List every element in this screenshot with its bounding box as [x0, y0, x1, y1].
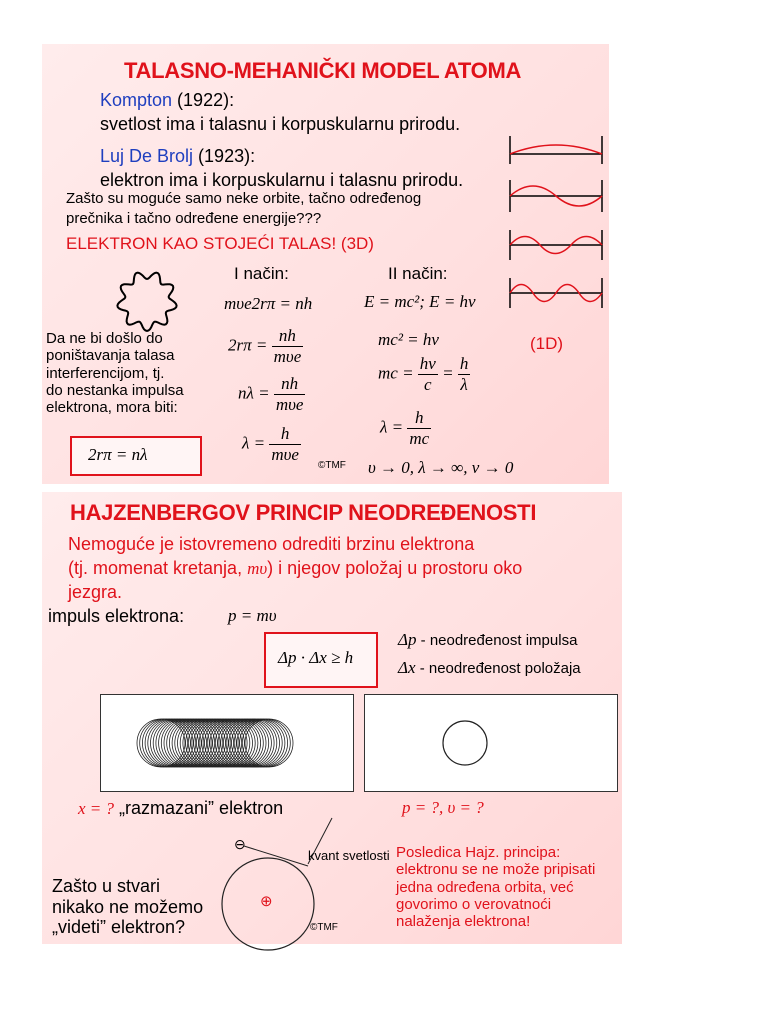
equation-7-fraction-2 [458, 354, 471, 395]
equation-4-fraction [269, 424, 301, 465]
question-line-2: prečnika i tačno određene energije??? [66, 210, 322, 227]
slide1-title: TALASNO-MEHANIČKI MODEL ATOMA [124, 58, 522, 83]
broglie-year: (1923): [193, 146, 256, 166]
uncertainty-box [264, 632, 378, 688]
equation-3-left: nλ = [238, 383, 270, 403]
equation-2 [228, 326, 303, 367]
wave1-curve [510, 145, 602, 154]
equation-8-fraction [407, 408, 431, 449]
standing-wave-condition: 2rπ = nλ [88, 445, 148, 464]
equation-4-numerator: h [269, 424, 301, 445]
smeared-electron-text: „razmazani” elektron [114, 798, 284, 818]
kompton-year: (1922): [172, 90, 235, 110]
equation-3-fraction [274, 374, 306, 415]
nucleus-symbol: ⊕ [260, 893, 273, 910]
wavy-orbit-curve [117, 273, 176, 331]
standing-wave-heading: ELEKTRON KAO STOJEĆI TALAS! (3D) [66, 234, 374, 253]
equation-4-denominator: mυe [271, 445, 299, 464]
explanation-line-4: do nestanka impulsa [46, 381, 184, 399]
dp-text: - neodređenost impulsa [416, 632, 578, 649]
equation-7-equals: = [442, 363, 454, 383]
equation-7-left: mc = [378, 363, 414, 383]
equation-7-denominator-2: λ [460, 375, 468, 394]
equation-1: mυe2rπ = nh [224, 294, 313, 313]
lead-line-1: Nemoguće je istovremeno odrediti brzinu elektrona [68, 534, 475, 554]
equation-3-denominator: mυe [275, 395, 304, 414]
equation-2-fraction [272, 326, 304, 367]
slide2-title: HAJZENBERGOV PRINCIP NEODREĐENOSTI [70, 500, 537, 525]
defined-orbit-diagram [365, 695, 617, 791]
photon-label: kvant svetlosti [308, 848, 390, 863]
kompton-heading [100, 90, 234, 111]
equation-7-denominator-1: c [424, 375, 432, 394]
method-1-label: I način: [234, 264, 289, 283]
dp-definition [398, 630, 577, 650]
slide-heisenberg-principle [42, 492, 622, 944]
dx-symbol: Δx [398, 658, 416, 677]
lead-line-2 [68, 558, 522, 579]
equation-4-left: λ = [242, 433, 266, 453]
electron-symbol: ⊖ [234, 836, 246, 852]
momentum-velocity-unknown: p = ?, υ = ? [402, 798, 484, 817]
equation-7 [378, 354, 470, 395]
defined-orbit-panel [364, 694, 618, 792]
position-formula: x = ? [78, 799, 115, 818]
kompton-text: svetlost ima i talasnu i korpuskularnu prirodu. [100, 114, 461, 134]
equation-8-denominator: mc [409, 429, 430, 448]
equation-8 [380, 408, 431, 449]
wavy-orbit-diagram [112, 266, 182, 336]
method-2-label: II način: [388, 264, 448, 283]
equation-9: υ → 0, λ → ∞, ν → 0 [368, 458, 514, 477]
equation-2-left: 2rπ = [228, 335, 268, 355]
smeared-electron-panel [100, 694, 354, 792]
standing-wave-condition-box [70, 436, 202, 476]
copyright-2: ©TMF [310, 922, 338, 933]
equation-3-numerator: nh [274, 374, 306, 395]
equation-8-left: λ = [380, 417, 404, 437]
dx-definition [398, 658, 581, 678]
lead-line-2-end: ) i njegov položaj u prostoru oko [267, 558, 523, 578]
impuls-formula: p = mυ [228, 606, 277, 625]
seeing-question-line-1: Zašto u stvari [52, 876, 161, 896]
label-1d: (1D) [530, 334, 564, 353]
equation-2-denominator: mυe [273, 347, 302, 366]
impuls-label: impuls elektrona: [48, 606, 185, 626]
consequence-line-3: jedna određena orbita, već [396, 878, 574, 896]
consequence-line-2: elektronu se ne može pripisati [396, 861, 596, 879]
defined-orbit-circle [443, 721, 487, 765]
smeared-electron-circles [137, 719, 293, 767]
equation-6: mc² = hν [378, 330, 439, 349]
consequence-line-5: nalaženja elektrona! [396, 913, 531, 930]
explanation-line-3: interferencijom, tj. [46, 364, 165, 382]
consequence-line-4: govorimo o verovatnoći [396, 895, 552, 913]
equation-7-numerator-1: hν [419, 354, 436, 373]
equation-8-numerator: h [407, 408, 431, 429]
question-line-1: Zašto su moguće samo neke orbite, tačno određenog [66, 190, 422, 207]
uncertainty-formula: Δp · Δx ≥ h [278, 648, 354, 667]
lead-line-2-start: (tj. momenat kretanja, [68, 558, 248, 578]
slide-wave-mechanical-model [42, 44, 609, 484]
equation-3 [238, 374, 305, 415]
equation-4 [242, 424, 301, 465]
broglie-name: Luj De Brolj [100, 146, 194, 166]
seeing-question-line-2: nikako ne možemo [52, 896, 204, 917]
broglie-heading [100, 146, 255, 167]
consequence-text [396, 844, 595, 930]
electron-track [244, 846, 308, 866]
kompton-name: Kompton [100, 90, 173, 110]
explanation-line-5: elektrona, mora biti: [46, 399, 178, 416]
equation-7-fraction-1 [418, 354, 438, 395]
equation-7-numerator-2: h [459, 354, 469, 373]
seeing-question [52, 876, 203, 938]
copyright-1: ©TMF [318, 460, 346, 471]
consequence-line-1: Posledica Hajz. principa: [396, 844, 561, 861]
equation-5: E = mc²; E = hν [364, 292, 476, 311]
explanation-text [46, 330, 184, 416]
dx-text: - neodređenost položaja [415, 660, 581, 677]
lead-line-3: jezgra. [68, 582, 123, 602]
dp-symbol: Δp [398, 630, 417, 649]
standing-wave-diagrams [508, 136, 604, 296]
broglie-text: elektron ima i korpuskularnu i talasnu prirodu. [100, 170, 464, 190]
position-unknown [78, 798, 283, 819]
lead-line-2-momentum: mυ [247, 559, 268, 578]
equation-2-numerator: nh [272, 326, 304, 347]
smeared-electron-diagram [101, 695, 353, 791]
explanation-line-1: Da ne bi došlo do [46, 330, 163, 347]
seeing-question-line-3: „videti” elektron? [52, 917, 186, 938]
explanation-line-2: poništavanja talasa [46, 347, 175, 365]
